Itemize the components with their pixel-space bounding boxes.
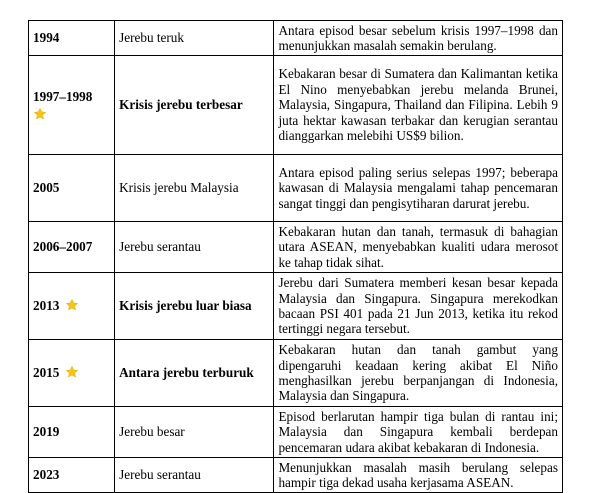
event-text: Krisis jerebu terbesar <box>119 97 243 113</box>
year-cell <box>29 21 115 56</box>
description-cell <box>274 273 563 340</box>
event-cell <box>115 155 274 222</box>
year-text: 2015 <box>33 365 60 381</box>
description-cell <box>274 340 563 407</box>
star-icon <box>33 107 47 121</box>
table-row <box>29 273 563 340</box>
event-text: Jerebu serantau <box>119 239 201 255</box>
event-text: Krisis jerebu luar biasa <box>119 298 252 314</box>
description-text: Episod berlarutan hampir tiga bulan di rantau ini; Malaysia dan Singapura kembali berdepan pencemaran udara akibat kebakaran di Indonesia. <box>278 408 558 455</box>
year-cell <box>29 273 115 340</box>
star-icon <box>65 298 79 312</box>
year-text: 1997–1998 <box>33 89 93 105</box>
table-row <box>29 56 563 155</box>
star-icon <box>65 365 79 379</box>
description-text: Antara episod paling serius selepas 1997; beberapa kawasan di Malaysia mengalami tahap pencemaran sangat tinggi dan pengisytiharan darurat jerebu. <box>278 164 558 211</box>
year-text: 2019 <box>33 424 60 440</box>
table-row <box>29 407 563 458</box>
event-text: Jerebu besar <box>119 424 185 440</box>
year-cell <box>29 340 115 407</box>
table-row <box>29 458 563 493</box>
description-cell <box>274 458 563 493</box>
event-cell <box>115 273 274 340</box>
haze-history-table <box>28 20 563 493</box>
description-text: Kebakaran hutan dan tanah, termasuk di bahagian utara ASEAN, menyebabkan kualiti udara merosot ke tahap tidak sihat. <box>278 223 558 270</box>
description-text: Antara episod besar sebelum krisis 1997–1998 dan menunjukkan masalah semakin berulang. <box>278 22 558 53</box>
event-cell <box>115 407 274 458</box>
year-cell <box>29 458 115 493</box>
table-row <box>29 155 563 222</box>
event-text: Jerebu serantau <box>119 467 201 483</box>
description-text: Kebakaran besar di Sumatera dan Kalimantan ketika El Nino menyebabkan jerebu melanda Brunei, Malaysia, Singapura, Thailand dan Filipina. Lebih 9 juta hektar kawasan terbakar dan kerugian serantau dianggarkan melebihi US$9 bilion. <box>278 66 558 144</box>
year-text: 2006–2007 <box>33 239 93 255</box>
year-text: 2005 <box>33 180 60 196</box>
description-cell <box>274 56 563 155</box>
table-row <box>29 222 563 273</box>
event-text: Jerebu teruk <box>119 30 184 46</box>
year-cell <box>29 222 115 273</box>
year-cell <box>29 155 115 222</box>
year-text: 1994 <box>33 30 60 46</box>
event-cell <box>115 222 274 273</box>
description-text: Menunjukkan masalah masih berulang selepas hampir tiga dekad usaha kerjasama ASEAN. <box>278 459 558 490</box>
year-text: 2023 <box>33 467 60 483</box>
table-row <box>29 340 563 407</box>
description-text: Kebakaran hutan dan tanah gambut yang dipengaruhi keadaan kering akibat El Niño menghasilkan jerebu berpanjangan di Indonesia, Malaysia dan Singapura. <box>278 342 558 404</box>
event-cell <box>115 340 274 407</box>
description-cell <box>274 155 563 222</box>
event-text: Krisis jerebu Malaysia <box>119 180 239 196</box>
event-cell <box>115 21 274 56</box>
event-cell <box>115 56 274 155</box>
description-cell <box>274 407 563 458</box>
description-text: Jerebu dari Sumatera memberi kesan besar kepada Malaysia dan Singapura. Singapura merekodkan bacaan PSI 401 pada 21 Jun 2013, ketika itu rekod tertinggi negara tersebut. <box>278 275 558 337</box>
event-cell <box>115 458 274 493</box>
description-cell <box>274 21 563 56</box>
year-cell <box>29 56 115 155</box>
table-row <box>29 21 563 56</box>
year-cell <box>29 407 115 458</box>
description-cell <box>274 222 563 273</box>
year-text: 2013 <box>33 298 60 314</box>
event-text: Antara jerebu terburuk <box>119 365 254 381</box>
